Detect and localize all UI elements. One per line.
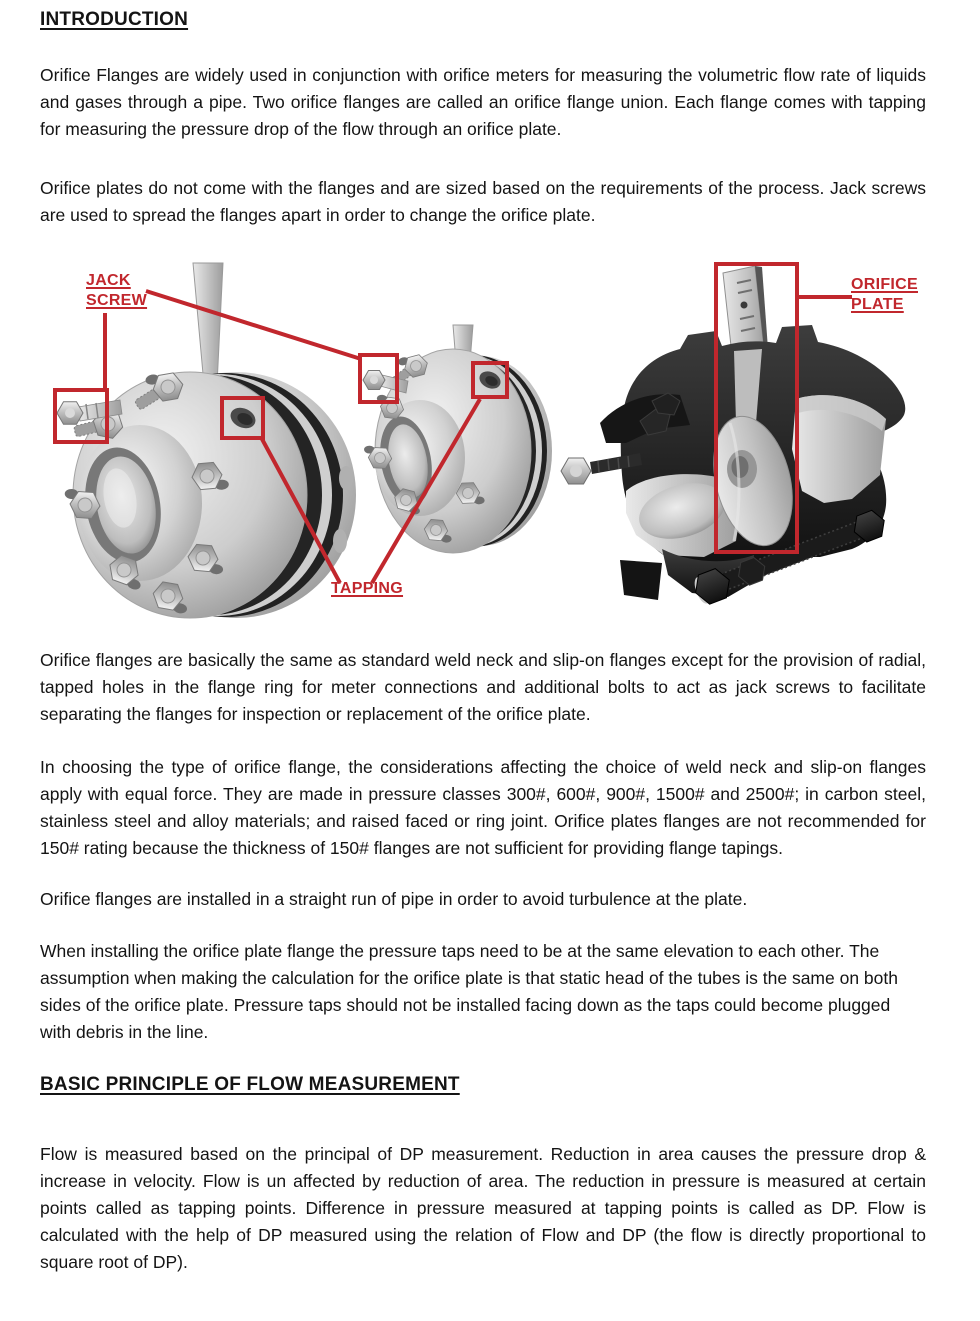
tapping-label: TAPPING: [331, 580, 404, 597]
flow-paragraph: Flow is measured based on the principal of DP measurement. Reduction in area causes the pressure drop & increase in velocity. Flow is un affected by reduction of area. The reduction in pressure is measured at certain points called as tapping points. Difference in pressure measured at tapping points is called as DP. Flow is calculated with the help of DP measured using the relation of Flow and DP (the flow is directly proportional to square root of DP).: [40, 1144, 926, 1272]
intro-paragraph-1: Orifice Flanges are widely used in conjunction with orifice meters for measuring the volumetric flow rate of liquids and gases through a pipe. Two orifice flanges are called an orifice flange union. Each flange comes with tapping for measuring the pressure drop of the flow through an orifice plate.: [40, 65, 926, 139]
flow-heading: BASIC PRINCIPLE OF FLOW MEASUREMENT: [40, 1074, 460, 1095]
jack-screw-label: JACK SCREW: [86, 272, 148, 309]
body-paragraph-6: When installing the orifice plate flange the pressure taps need to be at the same elevation to each other. The assumption when making the calculation for the orifice plate is that static head of the tubes is the same on both sides of the orifice plate. Pressure taps should not be installed facing down as the taps could become plugged with debris in the line.: [40, 941, 898, 1042]
orifice-flange-figure: [40, 253, 940, 622]
intro-paragraph-2: Orifice plates do not come with the flanges and are sized based on the requirements of the process. Jack screws are used to spread the flanges apart in order to change the orifice plate.: [40, 178, 926, 225]
flange-handle-tab: [193, 263, 223, 385]
orifice-plate-label: ORIFICE PLATE: [851, 276, 918, 313]
body-paragraph-4: In choosing the type of orifice flange, the considerations affecting the choice of weld neck and slip-on flanges apply with equal force. They are made in pressure classes 300#, 600#, 900#, 1500# and 2500#; in carbon steel, stainless steel and alloy materials; and raised faced or ring joint. Orifice plates flanges are not recommended for 150# rating because the thickness of 150# flanges are not sufficient for providing flange tapings.: [40, 757, 926, 858]
callout-line-jack-screw-middle: [146, 291, 361, 359]
document-page: [0, 8, 980, 1276]
body-paragraph-5: Orifice flanges are installed in a straight run of pipe in order to avoid turbulence at the plate.: [40, 889, 748, 909]
intro-heading: INTRODUCTION: [40, 9, 189, 30]
flange-photo-illustration: [40, 253, 940, 622]
cutaway-flange-assembly: [561, 266, 905, 607]
body-paragraph-3: Orifice flanges are basically the same as standard weld neck and slip-on flanges except for the provision of radial, tapped holes in the flange ring for meter connections and additional bolts to act as jack screws to facilitate separating the flanges for inspection or replacement of the orifice plate.: [40, 650, 926, 724]
